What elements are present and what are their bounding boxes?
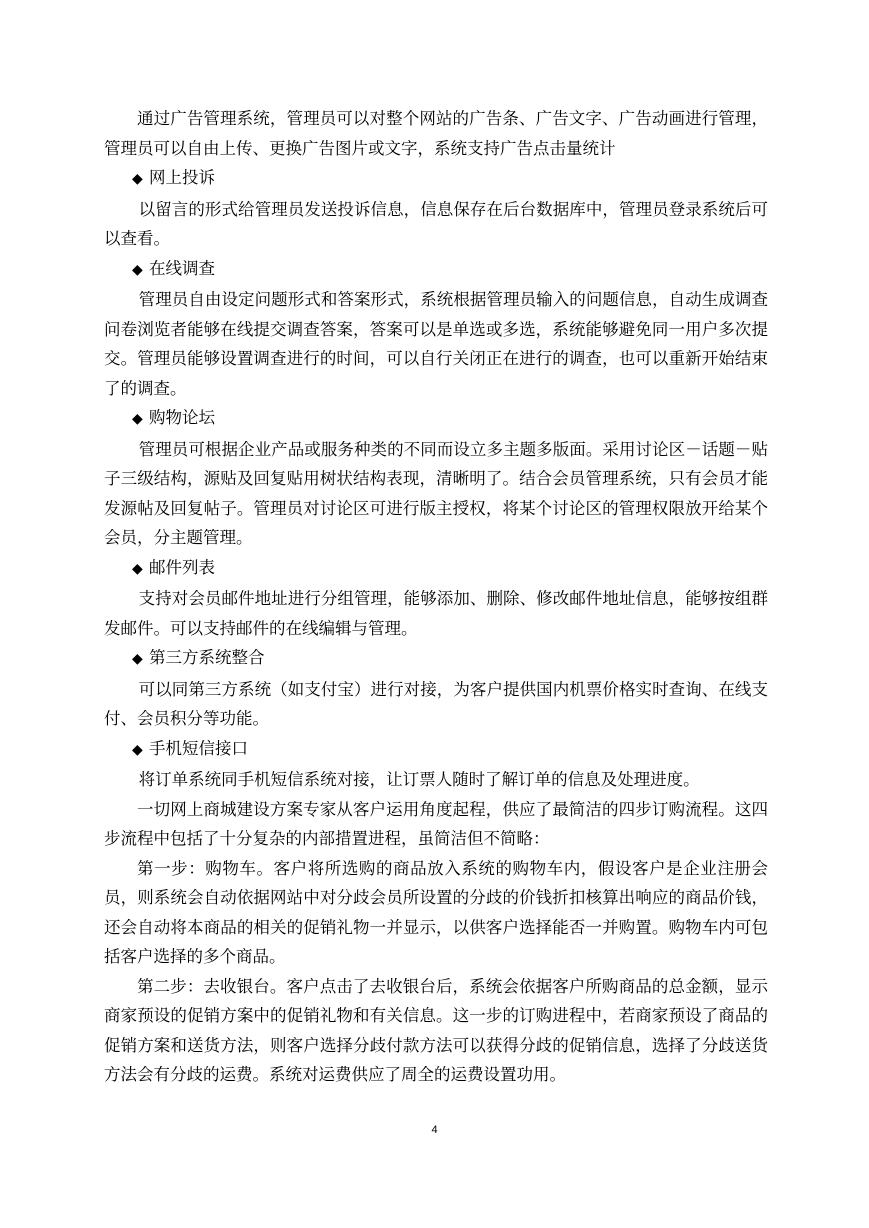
diamond-bullet-icon: ◆ — [132, 261, 143, 278]
paragraph-third-party-integration: 可以同第三方系统（如支付宝）进行对接，为客户提供国内机票价格实时查询、在线支付、会员积分等功能。 — [104, 679, 768, 728]
paragraph-ad-management: 通过广告管理系统，管理员可以对整个网站的广告条、广告文字、广告动画进行管理，管理员可以自由上传、更换广告图片或文字，系统支持广告点击量统计 — [104, 109, 768, 158]
paragraph-online-complaint: 以留言的形式给管理员发送投诉信息，信息保存在后台数据库中，管理员登录系统后可以查看。 — [104, 199, 768, 248]
bullet-heading-shopping-forum — [104, 403, 768, 435]
bullet-heading-online-survey — [104, 254, 768, 286]
diamond-bullet-icon: ◆ — [132, 741, 143, 758]
document-body — [104, 104, 768, 1090]
bullet-heading-mailing-list — [104, 553, 768, 585]
paragraph-mailing-list: 支持对会员邮件地址进行分组管理，能够添加、删除、修改邮件地址信息，能够按组群发邮件。可以支持邮件的在线编辑与管理。 — [104, 589, 768, 638]
paragraph-sms-interface: 将订单系统同手机短信系统对接，让订票人随时了解订单的信息及处理进度。 — [138, 770, 700, 789]
bullet-heading-sms-interface — [104, 734, 768, 766]
bullet-heading-text: 网上投诉 — [149, 168, 215, 187]
bullet-heading-text: 在线调查 — [149, 258, 215, 278]
bullet-heading-text: 第三方系统整合 — [149, 648, 265, 667]
page-number: 4 — [431, 1124, 438, 1136]
bullet-heading-online-complaint — [104, 163, 768, 195]
diamond-bullet-icon: ◆ — [132, 411, 143, 427]
bullet-heading-text: 手机短信接口 — [149, 738, 248, 758]
paragraph-step-two-checkout: 第二步：去收银台。客户点击了去收银台后，系统会依据客户所购商品的总金额，显示商家预设的促销方案中的促销礼物和有关信息。这一步的订购进程中，若商家预设了商品的促销方案和送货方法，则客户选择分歧付款方法可以获得分歧的促销信息，选择了分歧送货方法会有分歧的运费。系统对运费供应了周全的运费设置功用。 — [104, 976, 768, 1084]
diamond-bullet-icon: ◆ — [132, 651, 143, 667]
paragraph-step-one-cart: 第一步：购物车。客户将所选购的商品放入系统的购物车内，假设客户是企业注册会员，则系统会自动依据网站中对分歧会员所设置的分歧的价钱折扣核算出响应的商品价钱，还会自动将本商品的相关的促销礼物一并显示，以供客户选择能否一并购置。购物车内可包括客户选择的多个商品。 — [104, 858, 768, 966]
diamond-bullet-icon: ◆ — [132, 171, 143, 187]
paragraph-shopping-forum: 管理员可根据企业产品或服务种类的不同而设立多主题多版面。采用讨论区－话题－贴子三级结构，源贴及回复贴用树状结构表现，清晰明了。结合会员管理系统，只有会员才能发源帖及回复帖子。管理员对讨论区可进行版主授权，将某个讨论区的管理权限放开给某个会员，分主题管理。 — [104, 439, 768, 547]
diamond-bullet-icon: ◆ — [132, 560, 143, 577]
paragraph-online-survey: 管理员自由设定问题形式和答案形式，系统根据管理员输入的问题信息，自动生成调查问卷浏览者能够在线提交调查答案，答案可以是单选或多选，系统能够避免同一用户多次提交。管理员能够设置调查进行的时间，可以自行关闭正在进行的调查，也可以重新开始结束了的调查。 — [104, 290, 768, 398]
bullet-heading-text: 购物论坛 — [149, 408, 215, 427]
bullet-heading-text: 邮件列表 — [149, 557, 215, 577]
paragraph-four-step-flow: 一切网上商城建设方案专家从客户运用角度起程，供应了最简洁的四步订购流程。这四步流程中包括了十分复杂的内部措置进程，虽简洁但不简略： — [104, 799, 768, 848]
bullet-heading-third-party-integration — [104, 643, 768, 675]
